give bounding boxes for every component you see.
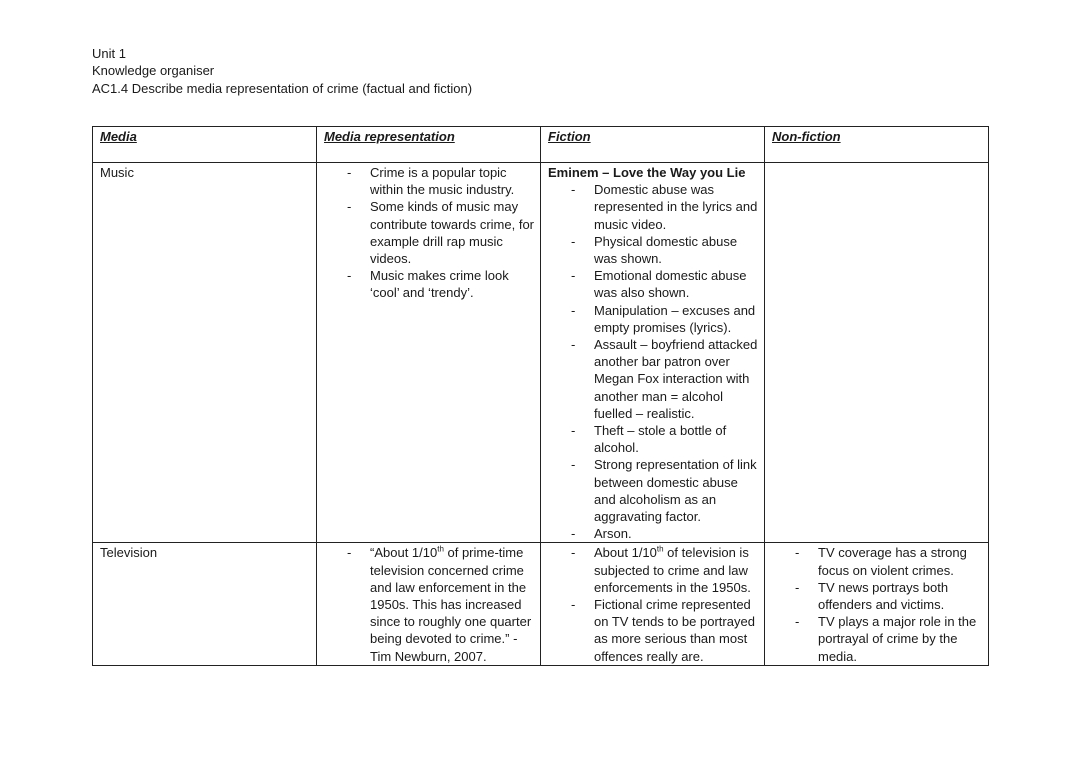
column-header-fiction: Fiction <box>541 127 765 163</box>
dash-bullet-icon: - <box>347 545 352 561</box>
dash-bullet-icon: - <box>571 457 576 473</box>
bullet-list <box>548 544 758 664</box>
dash-bullet-icon: - <box>571 423 576 439</box>
list-item: - Emotional domestic abuse was also shown. <box>571 268 747 301</box>
non-fiction-cell <box>765 163 989 543</box>
list-item: - TV news portrays both offenders and victims. <box>795 579 949 613</box>
list-item: - Strong representation of link between domestic abuse and alcoholism as an aggravating factor. <box>571 457 757 525</box>
dash-bullet-icon: - <box>571 268 576 284</box>
dash-bullet-icon: - <box>571 597 576 613</box>
dash-bullet-icon: - <box>347 268 352 284</box>
dash-bullet-icon: - <box>347 199 352 215</box>
bullet-list <box>324 164 534 302</box>
column-header-non-fiction: Non-fiction <box>765 127 989 163</box>
list-item: - About 1/10th of television is subjected to crime and law enforcements in the 1950s. <box>571 545 751 595</box>
dash-bullet-icon: - <box>795 579 800 595</box>
dash-bullet-icon: - <box>571 302 576 318</box>
bullet-list <box>772 544 982 664</box>
dash-bullet-icon: - <box>571 337 576 353</box>
dash-bullet-icon: - <box>795 614 800 630</box>
table-row-music <box>93 163 989 543</box>
list-item: - Music makes crime look ‘cool’ and ‘trendy’. <box>347 268 509 301</box>
list-item: - Assault – boyfriend attacked another bar patron over Megan Fox interaction with another man = alcohol fuelled – realistic. <box>571 337 758 421</box>
dash-bullet-icon: - <box>571 233 576 249</box>
assessment-criterion: AC1.4 Describe media representation of crime (factual and fiction) <box>92 80 473 96</box>
dash-bullet-icon: - <box>795 545 800 561</box>
table-row-television <box>93 543 989 665</box>
media-cell: Television <box>93 543 317 665</box>
list-item: - Arson. <box>571 526 632 542</box>
list-item: - Fictional crime represented on TV tends to be portrayed as more serious than most offences really are. <box>571 597 755 664</box>
bullet-list <box>548 181 758 542</box>
dash-bullet-icon: - <box>571 545 576 561</box>
bullet-list <box>324 544 534 664</box>
list-item: - TV plays a major role in the portrayal of crime by the media. <box>795 614 977 664</box>
list-item: - “About 1/10th of prime-time television concerned crime and law enforcement in the 1950s. This has increased since to roughly one quarter being devoted to crime.” - Tim Newburn, 2007. <box>347 545 532 664</box>
representation-cell <box>317 163 541 543</box>
list-item: - Some kinds of music may contribute towards crime, for example drill rap music videos. <box>347 199 535 267</box>
list-item: - Physical domestic abuse was shown. <box>571 233 738 267</box>
fiction-cell <box>541 543 765 665</box>
document-header <box>92 45 472 97</box>
dash-bullet-icon: - <box>571 526 576 542</box>
document-subtitle: Knowledge organiser <box>92 63 215 79</box>
list-item: - Domestic abuse was represented in the lyrics and music video. <box>571 182 758 232</box>
dash-bullet-icon: - <box>347 165 352 180</box>
list-item: - Crime is a popular topic within the music industry. <box>347 165 515 198</box>
column-header-media-representation: Media representation <box>317 127 541 163</box>
non-fiction-cell <box>765 543 989 665</box>
fiction-example-title: Eminem – Love the Way you Lie <box>548 165 746 180</box>
representation-cell <box>317 543 541 665</box>
list-item: - Manipulation – excuses and empty promises (lyrics). <box>571 302 756 335</box>
list-item: - TV coverage has a strong focus on violent crimes. <box>795 545 967 578</box>
unit-label: Unit 1 <box>92 46 126 61</box>
list-item: - Theft – stole a bottle of alcohol. <box>571 423 727 456</box>
column-header-media: Media <box>93 127 317 163</box>
media-cell: Music <box>93 163 317 543</box>
fiction-cell <box>541 163 765 543</box>
dash-bullet-icon: - <box>571 182 576 198</box>
knowledge-organiser-table <box>92 126 989 666</box>
table-header-row <box>93 127 989 163</box>
